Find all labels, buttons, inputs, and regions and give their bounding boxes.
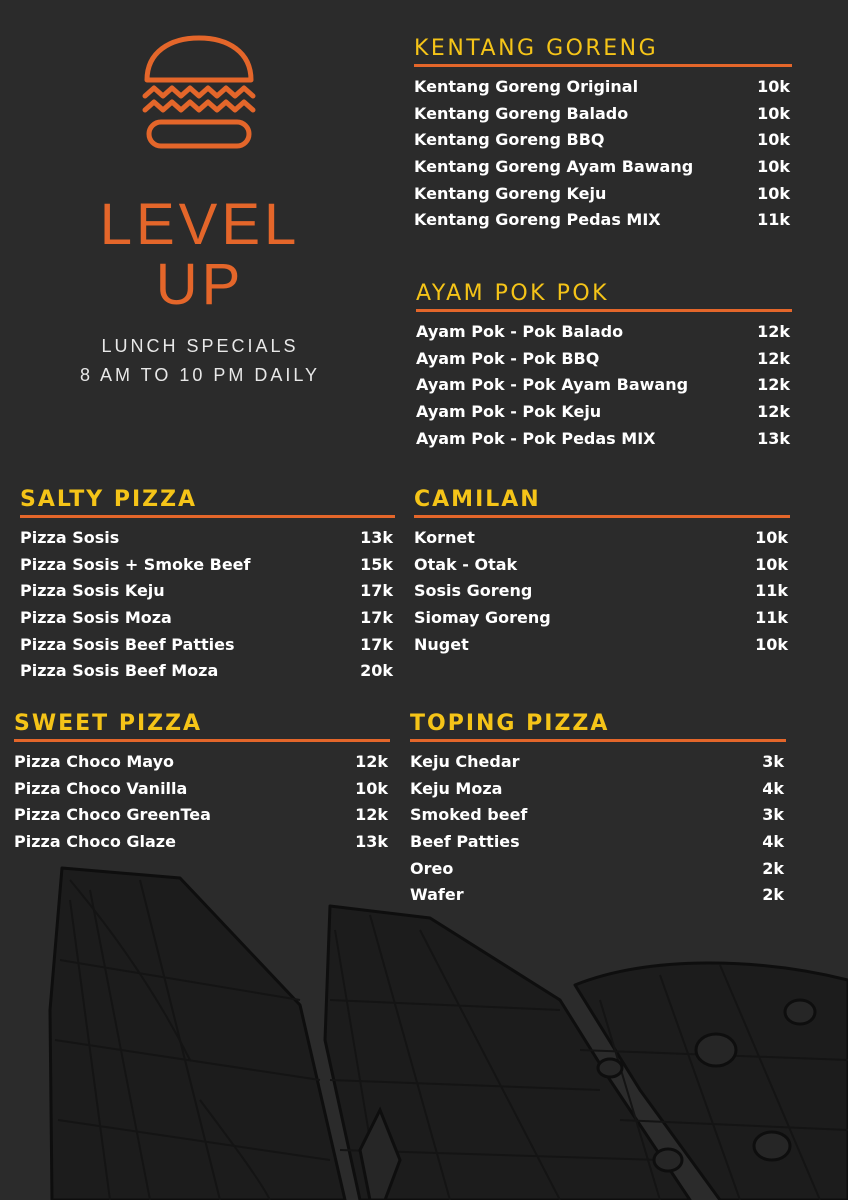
item-list xyxy=(414,524,790,657)
item-name: Ayam Pok - Pok Pedas MIX xyxy=(416,428,656,448)
section-title: KENTANG GORENG xyxy=(414,38,792,67)
item-price: 11k xyxy=(755,581,788,601)
item-price: 13k xyxy=(355,831,388,851)
menu-item xyxy=(410,855,786,882)
menu-item xyxy=(416,345,792,372)
menu-item xyxy=(414,126,792,153)
item-name: Otak - Otak xyxy=(414,554,518,574)
item-name: Kentang Goreng Balado xyxy=(414,103,629,123)
menu-item xyxy=(414,206,792,233)
item-price: 12k xyxy=(355,805,388,825)
item-price: 10k xyxy=(757,103,790,123)
item-price: 17k xyxy=(360,581,393,601)
item-name: Ayam Pok - Pok Ayam Bawang xyxy=(416,375,689,395)
menu-item xyxy=(416,371,792,398)
item-name: Kentang Goreng Ayam Bawang xyxy=(414,156,694,176)
menu-item xyxy=(416,398,792,425)
item-price: 10k xyxy=(755,554,788,574)
section-toping-pizza xyxy=(410,713,786,908)
menu-item xyxy=(20,577,395,604)
menu-item xyxy=(410,775,786,802)
item-name: Pizza Choco Glaze xyxy=(14,831,176,851)
item-name: Ayam Pok - Pok Keju xyxy=(416,401,602,421)
section-title: SALTY PIZZA xyxy=(20,489,395,518)
menu-item xyxy=(14,775,390,802)
menu-item xyxy=(414,524,790,551)
item-price: 15k xyxy=(360,554,393,574)
menu-item xyxy=(20,657,395,684)
menu-item xyxy=(414,604,790,631)
menu-item xyxy=(414,631,790,658)
section-sweet-pizza xyxy=(14,713,390,855)
item-name: Pizza Sosis Moza xyxy=(20,607,172,627)
item-name: Kentang Goreng Original xyxy=(414,76,639,96)
item-name: Pizza Choco Mayo xyxy=(14,751,175,771)
item-name: Kentang Goreng Keju xyxy=(414,183,607,203)
menu-item xyxy=(20,551,395,578)
item-list xyxy=(416,318,792,451)
menu-item xyxy=(410,801,786,828)
menu-item xyxy=(410,828,786,855)
menu-item xyxy=(414,180,792,207)
item-price: 17k xyxy=(360,607,393,627)
item-price: 11k xyxy=(757,210,790,230)
item-price: 10k xyxy=(757,183,790,203)
item-price: 12k xyxy=(757,321,790,341)
menu-item xyxy=(410,748,786,775)
section-kentang-goreng xyxy=(414,38,792,233)
item-price: 20k xyxy=(360,661,393,681)
menu-item xyxy=(414,73,792,100)
hours-text: 8 AM TO 10 PM DAILY xyxy=(79,365,321,385)
item-price: 10k xyxy=(757,76,790,96)
menu-item xyxy=(20,604,395,631)
menu-item xyxy=(14,748,390,775)
menu-item xyxy=(20,631,395,658)
item-price: 13k xyxy=(757,428,790,448)
item-list xyxy=(410,748,786,908)
item-price: 12k xyxy=(757,375,790,395)
item-name: Pizza Sosis Keju xyxy=(20,581,165,601)
item-price: 10k xyxy=(355,778,388,798)
section-ayam-pok-pok xyxy=(416,283,792,451)
item-price: 10k xyxy=(755,527,788,547)
menu-item xyxy=(14,828,390,855)
item-name: Pizza Sosis Beef Moza xyxy=(20,661,219,681)
item-price: 4k xyxy=(762,831,784,851)
menu-item xyxy=(14,801,390,828)
item-price: 10k xyxy=(755,634,788,654)
item-name: Siomay Goreng xyxy=(414,607,551,627)
item-price: 10k xyxy=(757,130,790,150)
item-name: Ayam Pok - Pok Balado xyxy=(416,321,624,341)
item-name: Keju Chedar xyxy=(410,751,520,771)
section-title: TOPING PIZZA xyxy=(410,713,786,742)
item-name: Keju Moza xyxy=(410,778,503,798)
item-name: Sosis Goreng xyxy=(414,581,533,601)
section-salty-pizza xyxy=(20,489,395,684)
item-price: 3k xyxy=(762,751,784,771)
item-price: 2k xyxy=(762,885,784,905)
item-name: Pizza Sosis xyxy=(20,527,120,547)
tagline: LUNCH SPECIALS xyxy=(101,336,299,356)
item-price: 11k xyxy=(755,607,788,627)
item-name: Pizza Choco Vanilla xyxy=(14,778,188,798)
section-title: AYAM POK POK xyxy=(416,283,792,312)
item-list xyxy=(414,73,792,233)
item-price: 12k xyxy=(355,751,388,771)
menu-item xyxy=(414,577,790,604)
item-name: Wafer xyxy=(410,885,464,905)
section-title: CAMILAN xyxy=(414,489,790,518)
item-name: Kornet xyxy=(414,527,475,547)
item-price: 17k xyxy=(360,634,393,654)
menu-item xyxy=(414,153,792,180)
brand-title-line2: UP xyxy=(155,252,245,317)
item-name: Kentang Goreng BBQ xyxy=(414,130,605,150)
brand-title-line1: LEVEL xyxy=(99,192,301,257)
item-name: Kentang Goreng Pedas MIX xyxy=(414,210,661,230)
item-price: 13k xyxy=(360,527,393,547)
item-name: Smoked beef xyxy=(410,805,528,825)
item-name: Pizza Sosis Beef Patties xyxy=(20,634,235,654)
item-list xyxy=(20,524,395,684)
section-title: SWEET PIZZA xyxy=(14,713,390,742)
menu-item xyxy=(20,524,395,551)
menu-item xyxy=(416,425,792,452)
burger-icon xyxy=(140,34,258,152)
menu-item xyxy=(414,100,792,127)
item-price: 3k xyxy=(762,805,784,825)
menu-item xyxy=(416,318,792,345)
item-name: Pizza Choco GreenTea xyxy=(14,805,211,825)
menu-item xyxy=(410,881,786,908)
item-price: 4k xyxy=(762,778,784,798)
item-name: Nuget xyxy=(414,634,469,654)
item-list xyxy=(14,748,390,855)
menu-item xyxy=(414,551,790,578)
item-price: 12k xyxy=(757,401,790,421)
item-name: Oreo xyxy=(410,858,454,878)
item-price: 10k xyxy=(757,156,790,176)
item-name: Pizza Sosis + Smoke Beef xyxy=(20,554,251,574)
item-price: 12k xyxy=(757,348,790,368)
section-camilan xyxy=(414,489,790,657)
item-name: Beef Patties xyxy=(410,831,520,851)
item-price: 2k xyxy=(762,858,784,878)
item-name: Ayam Pok - Pok BBQ xyxy=(416,348,600,368)
